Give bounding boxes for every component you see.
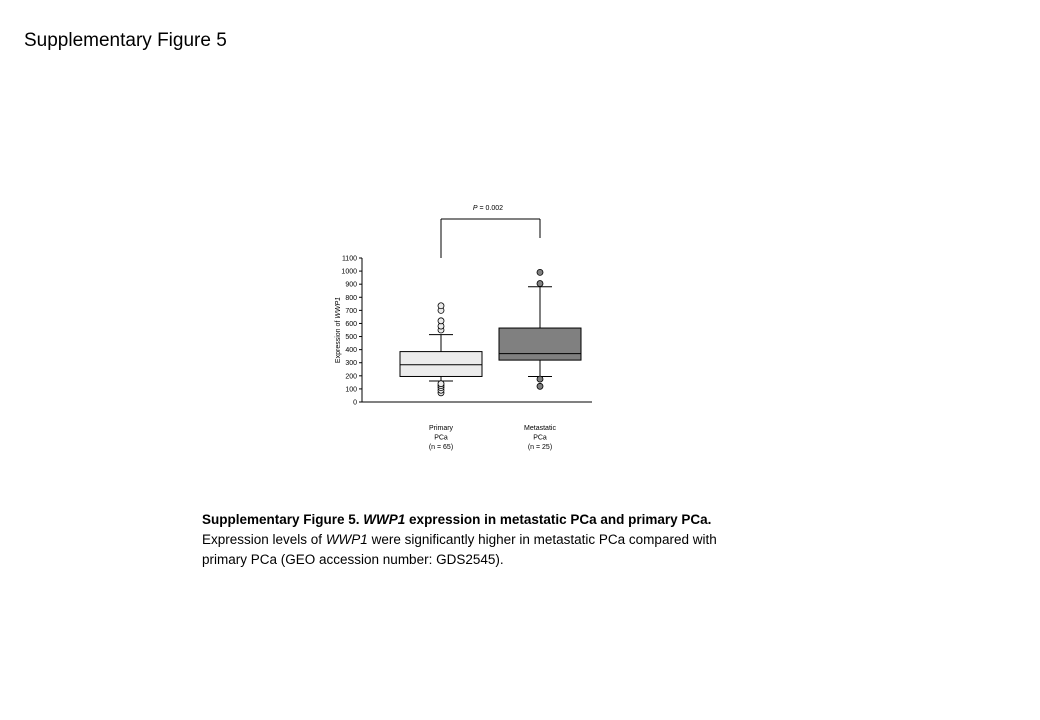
outlier-point — [438, 381, 444, 387]
y-tick-label: 800 — [345, 294, 357, 302]
page-title: Supplementary Figure 5 — [24, 30, 227, 51]
significance-bracket — [441, 219, 540, 258]
y-tick-label: 1000 — [341, 268, 357, 276]
caption-bold-prefix: Supplementary Figure 5. — [202, 512, 364, 527]
y-tick-label: 300 — [345, 360, 357, 368]
category-label-line: PCa — [533, 434, 547, 442]
outlier-point — [537, 383, 543, 389]
figure-caption — [202, 510, 842, 570]
y-tick-label: 400 — [345, 347, 357, 355]
outlier-point — [537, 281, 543, 287]
outlier-point — [438, 303, 444, 309]
category-label-line: PCa — [434, 434, 448, 442]
y-tick-label: 700 — [345, 307, 357, 315]
y-tick-label: 900 — [345, 281, 357, 289]
caption-line-2 — [202, 530, 842, 550]
category-label-line: (n = 25) — [527, 444, 553, 451]
caption-line-1 — [202, 510, 842, 530]
iqr-box — [400, 352, 482, 377]
y-tick-label: 600 — [345, 320, 357, 328]
caption-line-3: primary PCa (GEO accession number: GDS2545). — [202, 552, 504, 567]
p-value-text: = 0.002 — [477, 205, 504, 212]
caption-bold-suffix: expression in metastatic PCa and primary PCa. — [405, 512, 712, 527]
caption-bold-gene: WWP1 — [363, 512, 406, 527]
y-tick-label: 200 — [345, 373, 357, 381]
category-label-line: Primary — [428, 425, 454, 432]
outlier-point — [537, 269, 543, 275]
caption-line2-suffix: were significantly higher in metastatic PCa compared with — [367, 532, 717, 547]
box-group-2 — [499, 269, 581, 451]
p-value-label — [473, 205, 503, 212]
y-axis-label-prefix: Expression of — [335, 318, 342, 364]
y-tick-label: 0 — [353, 399, 357, 407]
y-tick-label: 500 — [345, 334, 357, 342]
outlier-point — [537, 376, 543, 382]
p-value-symbol: P — [472, 205, 478, 212]
y-tick-label: 1100 — [341, 255, 357, 263]
box-series — [400, 269, 581, 451]
category-label-line: (n = 65) — [428, 444, 454, 451]
outlier-point — [438, 318, 444, 324]
iqr-box — [499, 328, 581, 360]
y-axis-label-gene: WWP1 — [335, 296, 342, 319]
y-axis-label — [335, 297, 342, 363]
category-label-line: Metastatic — [524, 425, 556, 432]
y-tick-label: 100 — [345, 386, 357, 394]
box-group-1 — [400, 303, 482, 451]
caption-line2-gene: WWP1 — [325, 532, 368, 547]
caption-line2-prefix: Expression levels of — [202, 532, 326, 547]
